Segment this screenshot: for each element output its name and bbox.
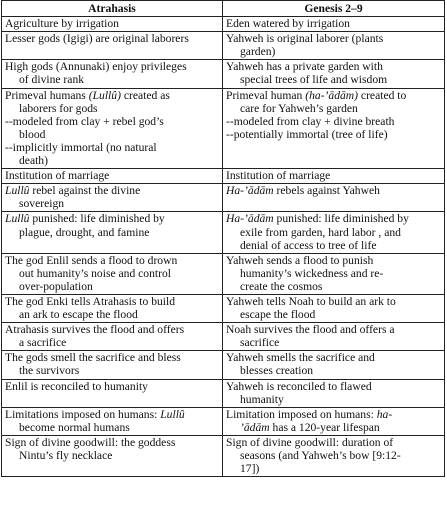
line-text: exile from garden, hard labor , and [240, 225, 401, 239]
cell-line [5, 60, 219, 73]
line-text: --implicitly immortal (no natural [5, 140, 157, 154]
italic-term: Ha-’ādām [226, 212, 274, 226]
table-row [2, 184, 445, 212]
table-row [2, 379, 445, 407]
line-text: has a 120-year lifespan [269, 420, 380, 434]
line-text: created as [120, 88, 170, 102]
line-text: Institution of marriage [226, 169, 331, 183]
cell-line [5, 267, 219, 280]
line-text: create the cosmos [240, 279, 323, 293]
line-text: over-population [19, 279, 93, 293]
line-text: Yahweh smells the sacrifice and [226, 351, 375, 365]
line-text: 17]) [240, 462, 260, 476]
line-text: an ark to escape the flood [19, 308, 138, 322]
table-row [2, 323, 445, 351]
table-row [2, 60, 445, 88]
line-text: Lesser gods (Igigi) are original laborers [5, 32, 189, 46]
cell-line [5, 323, 219, 336]
table-row [2, 17, 445, 32]
line-text: Primeval humans [5, 88, 89, 102]
cell-line [5, 364, 219, 377]
cell-line [226, 323, 441, 336]
cell-line [226, 169, 441, 182]
cell-line [5, 351, 219, 364]
table-row [2, 407, 445, 435]
genesis-cell [223, 435, 445, 476]
table-row [2, 435, 445, 476]
atrahasis-cell [2, 253, 223, 294]
line-text: care for Yahweh’s garden [240, 101, 358, 115]
italic-term: Ha-’ādām [226, 184, 274, 198]
line-text: created to [358, 88, 407, 102]
line-text: Agriculture by irrigation [5, 17, 119, 31]
genesis-cell [223, 88, 445, 169]
line-text: sovereign [19, 197, 65, 211]
cell-line [5, 408, 219, 421]
genesis-cell [223, 169, 445, 184]
genesis-cell [223, 60, 445, 88]
cell-line [226, 17, 441, 30]
line-text: Eden watered by irrigation [226, 17, 350, 31]
line-text: rebel against the divine [29, 184, 141, 198]
column-header-atrahasis: Atrahasis [2, 1, 223, 17]
cell-line [226, 239, 441, 252]
line-text: laborers for gods [19, 101, 98, 115]
line-text: rebels against Yahweh [273, 184, 380, 198]
line-text: --modeled from clay + rebel god’s [5, 114, 164, 128]
line-text: --modeled from clay + divine breath [226, 114, 395, 128]
line-text: Enlil is reconciled to humanity [5, 379, 148, 393]
atrahasis-cell [2, 294, 223, 322]
cell-line [226, 45, 441, 58]
cell-line [5, 17, 219, 30]
cell-line [5, 73, 219, 86]
cell-line [226, 421, 441, 434]
line-text: punished: life diminished by [273, 212, 409, 226]
cell-line [226, 184, 441, 197]
atrahasis-cell [2, 212, 223, 253]
comparison-table [1, 0, 445, 477]
line-text: Yahweh has a private garden with [226, 60, 383, 74]
cell-line [5, 102, 219, 115]
genesis-cell [223, 253, 445, 294]
line-text: Limitation imposed on humans: [226, 407, 377, 421]
cell-line [226, 73, 441, 86]
genesis-cell [223, 323, 445, 351]
table-body [2, 17, 445, 477]
cell-line [226, 115, 441, 128]
cell-line [226, 89, 441, 102]
cell-line [226, 336, 441, 349]
column-header-genesis: Genesis 2–9 [223, 1, 445, 17]
cell-line [226, 254, 441, 267]
line-text: Nintu’s fly necklace [19, 449, 113, 462]
line-text: High gods (Annunaki) enjoy privileges [5, 60, 187, 74]
line-text: sacrifice [240, 336, 280, 350]
italic-term: (ha-’ādām) [305, 88, 359, 102]
cell-line [226, 462, 441, 475]
genesis-cell [223, 17, 445, 32]
line-text: escape the flood [240, 308, 316, 322]
cell-line [226, 267, 441, 280]
line-text: Yahweh is original laborer (plants [226, 32, 384, 46]
italic-term: Lullû [5, 184, 30, 198]
line-text: Yahweh tells Noah to build an ark to [226, 294, 396, 308]
atrahasis-cell [2, 379, 223, 407]
line-text: special trees of life and wisdom [240, 73, 388, 87]
cell-line [226, 449, 441, 462]
cell-line [5, 280, 219, 293]
cell-line [5, 128, 219, 141]
genesis-cell [223, 379, 445, 407]
cell-line [5, 421, 219, 434]
atrahasis-cell [2, 32, 223, 60]
cell-line [5, 32, 219, 45]
atrahasis-cell [2, 17, 223, 32]
line-text: --potentially immortal (tree of life) [226, 127, 388, 141]
cell-line [5, 89, 219, 102]
italic-term: (Lullû) [88, 88, 121, 102]
line-text: Sign of divine goodwill: duration of [226, 435, 394, 449]
line-text: plague, drought, and famine [19, 225, 150, 239]
cell-line [5, 212, 219, 225]
line-text: Sign of divine goodwill: the goddess [5, 435, 176, 449]
genesis-cell [223, 212, 445, 253]
cell-line [226, 408, 441, 421]
line-text: The god Enki tells Atrahasis to build [5, 294, 176, 308]
cell-line [226, 393, 441, 406]
line-text: Primeval human [226, 88, 306, 102]
genesis-cell [223, 351, 445, 379]
atrahasis-cell [2, 60, 223, 88]
line-text: become normal humans [19, 420, 130, 434]
cell-line [5, 226, 219, 239]
cell-line [5, 254, 219, 267]
cell-line [226, 60, 441, 73]
cell-line [5, 308, 219, 321]
cell-line [5, 154, 219, 167]
cell-line [226, 226, 441, 239]
cell-line [226, 128, 441, 141]
italic-term: Lullû [5, 212, 30, 226]
line-text: humanity [240, 392, 284, 406]
genesis-cell [223, 184, 445, 212]
line-text: of divine rank [19, 73, 85, 87]
atrahasis-cell [2, 169, 223, 184]
italic-term: ha- [376, 407, 393, 421]
genesis-cell [223, 32, 445, 60]
cell-line [5, 197, 219, 210]
line-text: death) [19, 154, 48, 168]
atrahasis-cell [2, 435, 223, 476]
atrahasis-cell [2, 351, 223, 379]
line-text: Yahweh is reconciled to flawed [226, 379, 372, 393]
cell-line [226, 32, 441, 45]
line-text: garden) [240, 45, 276, 59]
line-text: Atrahasis survives the flood and offers [5, 323, 185, 337]
atrahasis-cell [2, 407, 223, 435]
atrahasis-cell [2, 88, 223, 169]
table-row [2, 212, 445, 253]
cell-line [5, 336, 219, 349]
line-text: Yahweh sends a flood to punish [226, 253, 374, 267]
cell-line [226, 380, 441, 393]
genesis-cell [223, 294, 445, 322]
line-text: blood [19, 127, 46, 141]
cell-line [5, 449, 219, 462]
line-text: punished: life diminished by [29, 212, 165, 226]
line-text: a sacrifice [19, 336, 67, 350]
cell-line [5, 115, 219, 128]
cell-line [226, 212, 441, 225]
table-row [2, 88, 445, 169]
cell-line [226, 308, 441, 321]
cell-line [5, 380, 219, 393]
line-text: seasons (and Yahweh’s bow [9:12- [240, 449, 401, 462]
line-text: The god Enlil sends a flood to drown [5, 253, 178, 267]
cell-line [5, 141, 219, 154]
line-text: The gods smell the sacrifice and bless [5, 351, 181, 365]
line-text: Noah survives the flood and offers a [226, 323, 395, 337]
table-row [2, 351, 445, 379]
table-row [2, 169, 445, 184]
line-text: blesses creation [240, 364, 314, 378]
italic-term: Lullû [160, 407, 185, 421]
cell-line [226, 295, 441, 308]
table-row [2, 32, 445, 60]
line-text: Limitations imposed on humans: [5, 407, 161, 421]
line-text: Institution of marriage [5, 169, 110, 183]
cell-line [5, 184, 219, 197]
line-text: the survivors [19, 364, 80, 378]
genesis-cell [223, 407, 445, 435]
header-row [2, 1, 445, 17]
cell-line [226, 102, 441, 115]
cell-line [226, 436, 441, 449]
line-text: out humanity’s noise and control [19, 266, 171, 280]
italic-term: ’ādām [240, 420, 270, 434]
line-text: humanity’s wickedness and re- [240, 266, 384, 280]
table-row [2, 253, 445, 294]
cell-line [226, 364, 441, 377]
cell-line [5, 295, 219, 308]
cell-line [5, 169, 219, 182]
cell-line [5, 436, 219, 449]
cell-line [226, 351, 441, 364]
atrahasis-cell [2, 184, 223, 212]
table-row [2, 294, 445, 322]
cell-line [226, 280, 441, 293]
atrahasis-cell [2, 323, 223, 351]
line-text: denial of access to tree of life [240, 238, 377, 252]
